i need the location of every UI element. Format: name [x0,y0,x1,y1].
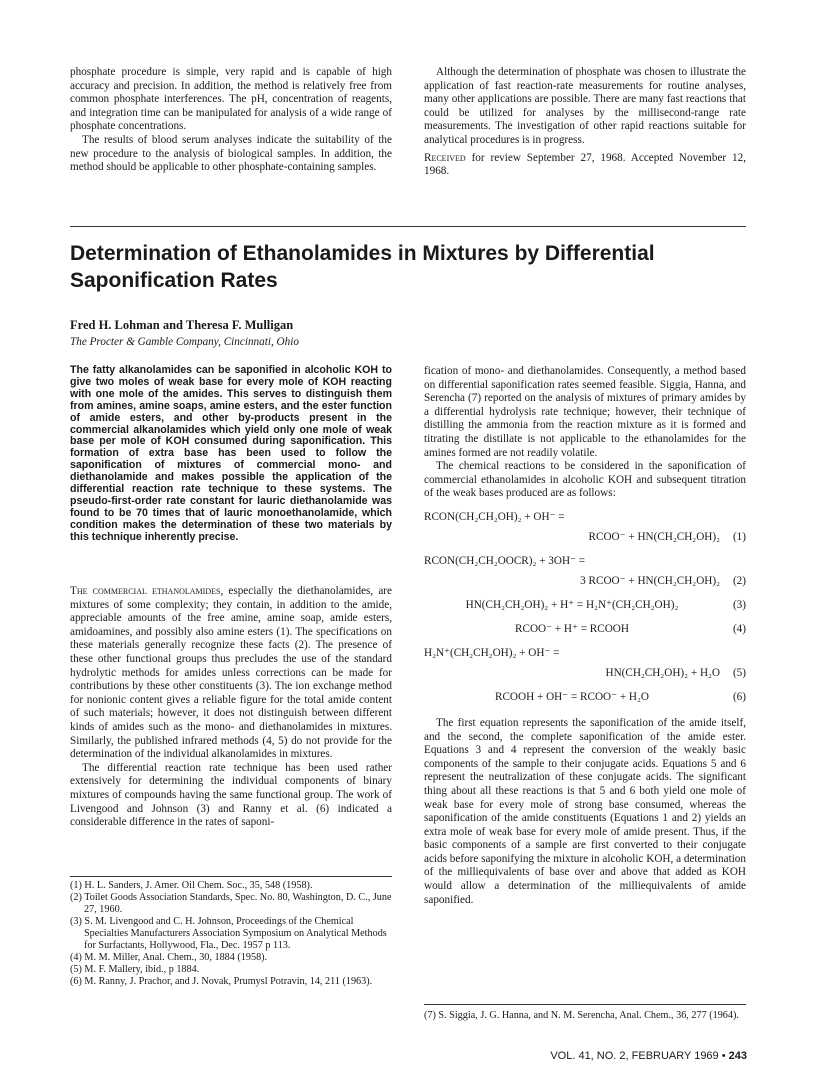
equation-1-cont [424,531,746,545]
equation-number: (1) [732,530,746,543]
equation-4 [424,623,746,637]
equation-6 [424,691,746,705]
paragraph: The first equation represents the saponification of the amide itself, and the second, the complete saponification of the amide ester. Equations 3 and 4 represent the conversion of the weakly basic components of the sample to their conjugate acids. Equations 5 and 6 represent the neutralization of these conjugate acids. The significant thing about all these reactions is that 5 and 6 both yield one mole of weak base for every mole of strong base consumed, whereas the saponification of the amide constituents (Equations 1 and 2) yields an extra mole of weak base for every mole of amide present. Thus, if the basic components of a sample are first converted to their conjugate acids before saponifying the mixture in alcoholic KOH, a determination of the milliequivalents of base over and above that added as KOH would allow a determination of the milliequivalents of amide saponified. [424,716,746,906]
received-label: Received [424,151,466,164]
article-authors: Fred H. Lohman and Theresa F. Mulligan [70,318,294,332]
article-affiliation: The Procter & Gamble Company, Cincinnati, Ohio [70,336,299,348]
lead-in: The commercial ethanolamides, [70,585,224,597]
footnote-rule [424,1004,746,1005]
equation-number: (5) [732,666,746,679]
page-folio [550,1050,747,1062]
equation-5 [424,647,746,661]
equation-text: RCOOH + OH⁻ = RCOO⁻ + H₂O [495,690,649,703]
paragraph-text: especially the diethanolamides, are mixtures of some complexity; they contain, in addition to the amide, appreciable amounts of the free amine, amine soap, amide esters, amidoamines, and possibly also amine esters (1). The specifications on these materials generally recognize these facts (2). The presence of these other functional groups thus precludes the use of the standard hydrolytic methods for amides unless corrections can be made for contributions by these other constituents (3). The ion exchange method for nonionic content gives a reliable figure for the total amide content of such materials; however, it does not distinguish between different kinds of amides such as the mono- and diethanolamides in mixtures. Similarly, the published infrared methods (4, 5) do not provide for the determination of the individual alkanolamides in mixtures. [70,585,392,761]
equation-1 [424,511,746,525]
prev-article-left-column [70,66,392,175]
footnote: (3) S. M. Livengood and C. H. Johnson, Proceedings of the Chemical Specialties Manufacturers Association Symposium on Analytical Methods for Surfactants, Hollywood, Fla., Dec. 1957 p 113. [70,916,387,951]
article-abstract: The fatty alkanolamides can be saponified in alcoholic KOH to give two moles of weak base for every mole of KOH reacting with one mole of the amides. This serves to distinguish them from amines, amine soaps, amine esters, and the ester function of amide esters, and other by-products present in the commercial alkanolamides which yield only one mole of weak base per mole of KOH consumed during saponification. This formation of extra base has been used to follow the saponification of mixtures of commercial mono- and diethanolamide and makes possible the application of the differential reaction rate technique to these systems. The pseudo-first-order rate constant for lauric diethanolamide was found to be 70 times that of lauric monoethanolamide, which condition makes the determination of these two materials by this technique inherently precise. [70,364,392,543]
footnotes-right [424,1010,746,1022]
prev-article-right-column [424,66,746,179]
equation-number: (4) [732,622,746,635]
received-text: for review September 27, 1968. Accepted November 12, 1968. [424,151,746,178]
equation-text: RCOO⁻ + H⁺ = RCOOH [515,622,629,635]
equation-5-cont [424,667,746,681]
footnotes-left [70,880,392,988]
footnote: (5) M. F. Mallery, ibid., p 1884. [70,964,200,975]
footnote: (7) S. Siggia, J. G. Hanna, and N. M. Serencha, Anal. Chem., 36, 277 (1964). [424,1010,739,1021]
equation-3 [424,599,746,613]
paragraph: The results of blood serum analyses indicate the suitability of the new procedure to the analysis of biological samples. In addition, the method should be applicable to other phosphate-containing samples. [70,133,392,174]
body-right-column [424,365,746,907]
equation-2 [424,555,746,569]
paragraph: phosphate procedure is simple, very rapid and is capable of high accuracy and precision. In addition, the method is relatively free from common phosphate interferences. The pH, concentration of reagents, and integration time can be manipulated for analysis of a wide range of phosphate concentrations. [70,66,392,133]
section-divider [70,226,746,227]
equation-text: 3 RCOO⁻ + HN(CH₂CH₂OH)₂ [580,574,720,587]
received-note [424,152,746,179]
equation-number: (3) [732,598,746,611]
body-left-column [70,585,392,830]
paragraph: Although the determination of phosphate was chosen to illustrate the application of fast reaction-rate measurements for routine analyses, many other applications are possible. There are many fast reactions that could be utilized for analyses by the millisecond-range rate measurements. The investigation of other rapid reactions suitable for analytical procedures is in progress. [424,66,746,146]
footnote: (4) M. M. Miller, Anal. Chem., 30, 1884 (1958). [70,952,268,963]
journal-issue: VOL. 41, NO. 2, FEBRUARY 1969 • [550,1050,726,1062]
equation-text: RCON(CH₂CH₂OH)₂ + OH⁻ = [424,510,565,523]
paragraph: The chemical reactions to be considered in the saponification of commercial ethanolamides in alcoholic KOH and subsequent titration of the weak bases produced are as follows: [424,460,746,500]
equation-text: RCOO⁻ + HN(CH₂CH₂OH)₂ [588,530,720,543]
equation-text: HN(CH₂CH₂OH)₂ + H⁺ = H₂N⁺(CH₂CH₂OH)₂ [465,598,679,611]
equation-text: HN(CH₂CH₂OH)₂ + H₂O [605,666,720,679]
footnote: (1) H. L. Sanders, J. Amer. Oil Chem. Soc., 35, 548 (1958). [70,880,313,891]
footnote: (6) M. Ranny, J. Prachor, and J. Novak, Prumysl Potravin, 14, 211 (1963). [70,976,373,987]
page-number: 243 [728,1050,747,1062]
paragraph: fication of mono- and diethanolamides. Consequently, a method based on differential saponification rates seemed feasible. Siggia, Hanna, and Serencha (7) reported on the analysis of mixtures of primary amides by a differential hydrolysis rate technique; however, their technique of distilling the ammonia from the reaction mixture as it is formed and titrating the distillate is not applicable to the ethanolamides for the amines formed are not readily volatile. [424,365,746,459]
footnote: (2) Toilet Goods Association Standards, Spec. No. 80, Washington, D. C., June 27, 1960. [70,892,392,915]
paragraph: The differential reaction rate technique has been used rather extensively for determining the individual components of binary mixtures of compounds having the same functional group. The work of Livengood and Johnson (3) and Ranny et al. (6) indicated a considerable difference in the rates of saponi- [70,761,392,829]
equation-2-cont [424,575,746,589]
equation-number: (6) [732,690,746,703]
footnote-rule [70,876,392,877]
paragraph [70,585,392,762]
equation-text: RCON(CH₂CH₂OOCR)₂ + 3OH⁻ = [424,554,586,567]
article-title: Determination of Ethanolamides in Mixtures by Differential Saponification Rates [70,242,655,292]
equation-number: (2) [732,574,746,587]
equation-text: H₂N⁺(CH₂CH₂OH)₂ + OH⁻ = [424,646,560,659]
